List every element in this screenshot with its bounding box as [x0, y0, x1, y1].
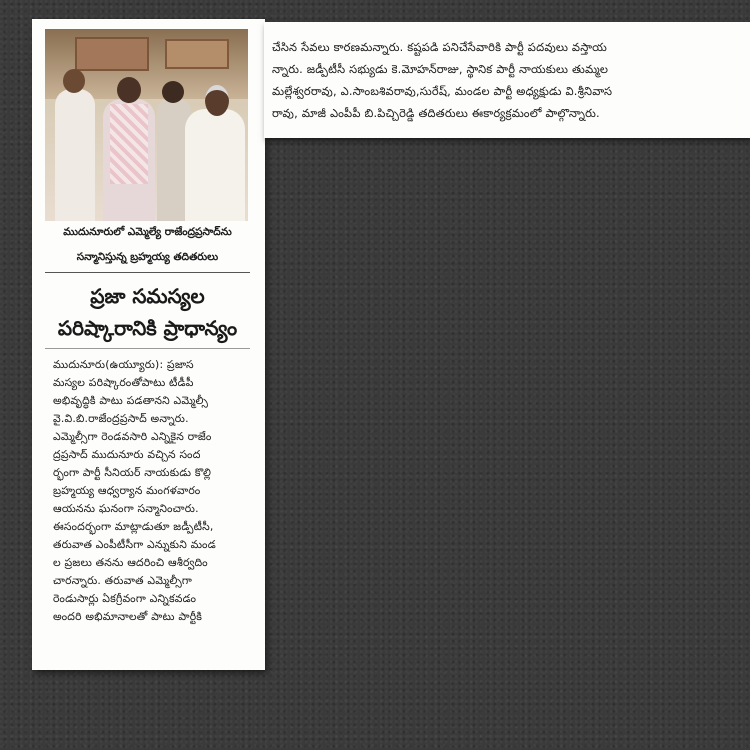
headline-line-1: ప్రజా సమస్యల [90, 284, 205, 308]
body-line: అభివృద్ధికి పాటు పడతానని ఎమ్మెల్సీ [53, 394, 209, 407]
body-line: ఈసందర్భంగా మాట్లాడుతూ జడ్పీటీసీ, [53, 520, 214, 533]
left-clipping [32, 19, 265, 670]
body-line: బ్రహ్మయ్య ఆధ్వర్యాన మంగళవారం [53, 484, 201, 497]
body-line: వై.వి.బి.రాజేంద్రప్రసాద్ అన్నారు. [53, 412, 189, 425]
continuation-text [272, 36, 742, 124]
continuation-line: చేసిన సేవలు కారణమన్నారు. కష్టపడి పనిచేసేవారికి పార్టీ పదవులు వస్తాయ [272, 40, 608, 54]
headline-divider [45, 348, 250, 349]
continuation-line: రావు, మాజీ ఎంపీపీ బి.పిచ్చిరెడ్డి తదితరులు ఈకార్యక్రమంలో పాల్గొన్నారు. [272, 106, 600, 120]
body-line: ద్రప్రసాద్ ముదునూరు వచ్చిన సంద [53, 448, 201, 461]
photo-caption-line-1: ముదునూరులో ఎమ్మెల్యే రాజేంద్రప్రసాద్‌ను [63, 226, 232, 238]
body-line: ల ప్రజలు తనను ఆదరించి ఆశీర్వదిం [53, 556, 208, 569]
article-body [53, 356, 251, 626]
continuation-line: న్నారు. జడ్పీటీసీ సభ్యుడు కె.మోహన్‌రాజు, స్థానిక పార్టీ నాయకులు తుమ్మల [272, 62, 609, 76]
body-line: చారన్నారు. తరువాత ఎమ్మెల్సీగా [53, 574, 193, 587]
news-photo [45, 29, 248, 221]
body-line: ఆయనను ఘనంగా సన్మానించారు. [53, 502, 199, 515]
body-line: తరువాత ఎంపీటీసీగా ఎన్నుకుని మండ [53, 538, 216, 551]
caption-divider [45, 272, 250, 273]
right-clipping [264, 22, 750, 138]
body-line: ముదునూరు(ఉయ్యూరు): ప్రజాస [53, 358, 194, 371]
body-line: ర్భంగా పార్టీ సీనియర్ నాయకుడు కొల్లి [53, 466, 212, 479]
body-line: ఎమ్మెల్సీగా రెండవసారి ఎన్నికైన రాజేం [53, 430, 212, 443]
body-line: మస్యల పరిష్కారంతోపాటు టీడీపీ [53, 376, 194, 389]
continuation-line: మల్లేశ్వరరావు, ఎ.సాంబశివరావు,సురేష్, మండల పార్టీ అధ్యక్షుడు వి.శ్రీనివాస [272, 84, 613, 98]
photo-caption-line-2: సన్మానిస్తున్న బ్రహ్మయ్య తదితరులు [76, 251, 219, 263]
body-line: అందరి అభిమానాలతో పాటు పార్టీకి [53, 610, 203, 623]
body-line: రెండుసార్లు ఏకగ్రీవంగా ఎన్నికవడం [53, 592, 197, 605]
headline-line-2: పరిష్కారానికి ప్రాధాన్యం [57, 316, 238, 340]
